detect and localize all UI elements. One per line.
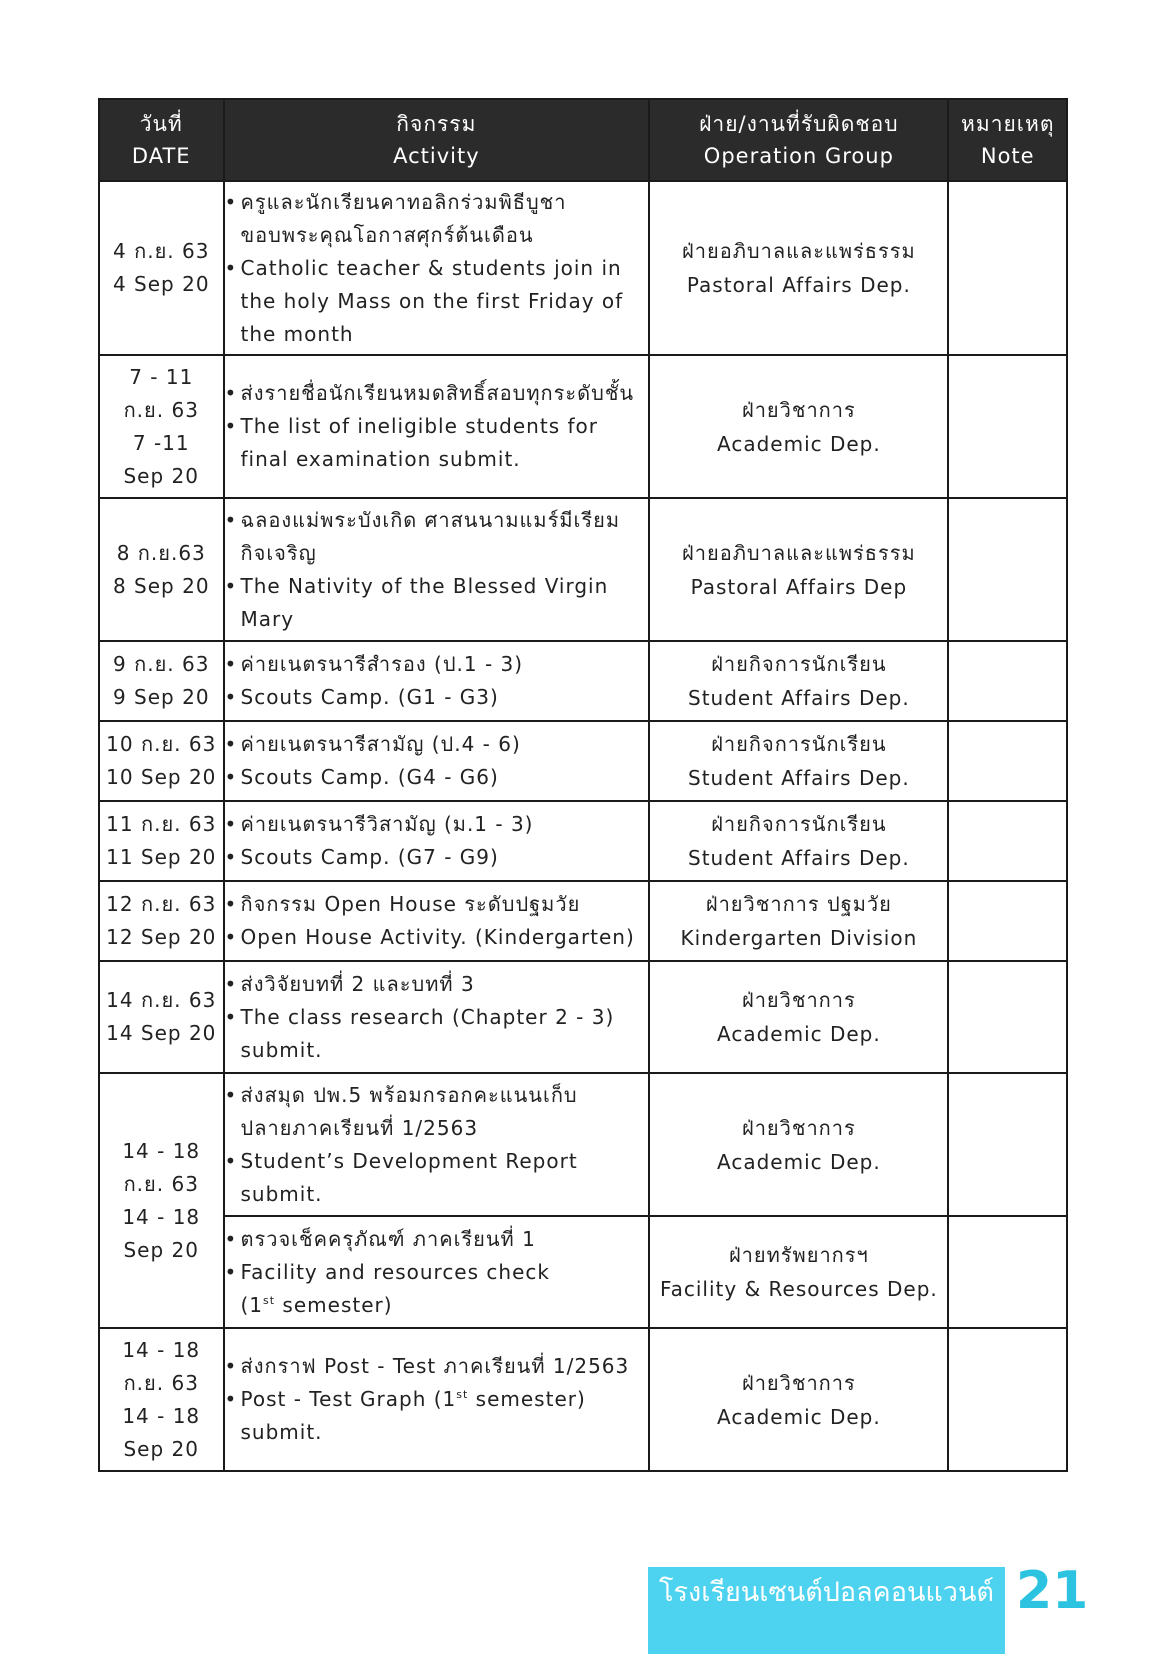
activity-bullet-th: • ค่ายเนตรนารีสำรอง (ป.1 - 3) — [224, 652, 524, 676]
activity-bullet-th: • ส่งรายชื่อนักเรียนหมดสิทธิ์สอบทุกระดับชั้น — [224, 381, 635, 405]
activity-cell — [224, 498, 650, 641]
note-cell — [948, 1073, 1067, 1216]
activity-bullet-th: • ครูและนักเรียนคาทอลิกร่วมพิธีบูชา ขอบพระคุณโอกาสศุกร์ต้นเดือน — [224, 189, 567, 247]
group-cell: ฝ่ายวิชาการ Academic Dep. — [649, 961, 948, 1073]
activity-cell — [224, 961, 650, 1073]
date-cell: 9 ก.ย. 63 9 Sep 20 — [99, 641, 224, 721]
group-cell: ฝ่ายวิชาการ Academic Dep. — [649, 1073, 948, 1216]
table-row — [99, 961, 1067, 1073]
date-cell: 10 ก.ย. 63 10 Sep 20 — [99, 721, 224, 801]
header-date — [99, 99, 224, 181]
group-cell: ฝ่ายวิชาการ Academic Dep. — [649, 355, 948, 498]
group-en: Pastoral Affairs Dep. — [686, 273, 911, 297]
table-row — [99, 1073, 1067, 1216]
table-header-row — [99, 99, 1067, 181]
activity-bullet-en: • Scouts Camp. (G7 - G9) — [224, 845, 499, 869]
activity-bullet-th: • ค่ายเนตรนารีวิสามัญ (ม.1 - 3) — [224, 812, 534, 836]
activity-bullet-th: • กิจกรรม Open House ระดับปฐมวัย — [224, 892, 581, 916]
date-cell — [99, 181, 224, 355]
group-cell: ฝ่ายกิจการนักเรียน Student Affairs Dep. — [649, 801, 948, 881]
header-note-en: Note — [980, 144, 1035, 168]
activity-bullet-th: • ส่งกราฟ Post - Test ภาคเรียนที่ 1/2563 — [224, 1354, 630, 1378]
activity-bullet-en: • Facility and resources check (1st semester) — [224, 1259, 550, 1317]
note-cell — [948, 181, 1067, 355]
header-group — [649, 99, 948, 181]
activity-cell — [224, 181, 650, 355]
activity-cell — [224, 1328, 650, 1471]
note-cell — [948, 498, 1067, 641]
activity-bullet-en: • Scouts Camp. (G1 - G3) — [224, 685, 499, 709]
table-row — [99, 181, 1067, 355]
activity-bullet-en: • Student’s Development Report submit. — [224, 1148, 578, 1206]
table-row — [99, 721, 1067, 801]
activity-cell — [224, 641, 650, 721]
note-cell — [948, 881, 1067, 961]
activity-bullet-th: • ค่ายเนตรนารีสามัญ (ป.4 - 6) — [224, 732, 521, 756]
activity-bullet-th: • ตรวจเช็คครุภัณฑ์ ภาคเรียนที่ 1 — [224, 1226, 536, 1251]
activity-bullet-th: • ส่งสมุด ปพ.5 พร้อมกรอกคะแนนเก็บ ปลายภาคเรียนที่ 1/2563 — [224, 1082, 578, 1140]
date-cell: 14 - 18 ก.ย. 63 14 - 18 Sep 20 — [99, 1328, 224, 1471]
header-activity — [224, 99, 650, 181]
header-activity-th: กิจกรรม — [396, 112, 477, 136]
school-name: โรงเรียนเซนต์ปอลคอนแวนต์ — [659, 1577, 994, 1608]
table-row — [99, 355, 1067, 498]
note-cell — [948, 801, 1067, 881]
activity-cell — [224, 1073, 650, 1216]
table-row — [99, 1328, 1067, 1471]
group-cell: ฝ่ายทรัพยากรฯ Facility & Resources Dep. — [649, 1216, 948, 1328]
note-cell — [948, 641, 1067, 721]
header-date-th: วันที่ — [139, 112, 183, 136]
note-cell — [948, 355, 1067, 498]
date-cell: 11 ก.ย. 63 11 Sep 20 — [99, 801, 224, 881]
activity-bullet-en: • Open House Activity. (Kindergarten) — [224, 925, 635, 949]
activity-bullet-en: • The list of ineligible students for final examination submit. — [224, 414, 598, 471]
activity-bullet-th: • ฉลองแม่พระบังเกิด ศาสนนามแมร์มีเรียม กิจเจริญ — [224, 507, 621, 565]
date-en: 4 Sep 20 — [112, 272, 210, 296]
group-cell: ฝ่ายกิจการนักเรียน Student Affairs Dep. — [649, 641, 948, 721]
group-cell — [649, 181, 948, 355]
table-row — [99, 498, 1067, 641]
header-group-th: ฝ่าย/งานที่รับผิดชอบ — [699, 112, 899, 136]
activity-bullet-en: • Post - Test Graph (1st semester) submit. — [224, 1387, 586, 1444]
activity-cell — [224, 355, 650, 498]
note-cell — [948, 1328, 1067, 1471]
activity-bullet-en: • Catholic teacher & students join in the holy Mass on the first Friday of the month — [224, 255, 624, 346]
group-cell: ฝ่ายอภิบาลและแพร่ธรรม Pastoral Affairs Dep — [649, 498, 948, 641]
header-note-th: หมายเหตุ — [961, 112, 1055, 136]
table-row — [99, 881, 1067, 961]
group-cell: ฝ่ายกิจการนักเรียน Student Affairs Dep. — [649, 721, 948, 801]
group-cell: ฝ่ายวิชาการ Academic Dep. — [649, 1328, 948, 1471]
activity-bullet-en: • Scouts Camp. (G4 - G6) — [224, 765, 499, 789]
table-row — [99, 641, 1067, 721]
table-row — [99, 1216, 1067, 1328]
header-group-en: Operation Group — [703, 144, 894, 168]
group-th: ฝ่ายอภิบาลและแพร่ธรรม — [682, 239, 916, 263]
date-cell: 14 - 18 ก.ย. 63 14 - 18 Sep 20 — [99, 1073, 224, 1328]
date-cell: 12 ก.ย. 63 12 Sep 20 — [99, 881, 224, 961]
note-cell — [948, 1216, 1067, 1328]
activity-bullet-en: • The Nativity of the Blessed Virgin Mary — [224, 573, 609, 631]
school-name-banner — [648, 1567, 1005, 1654]
activity-cell — [224, 801, 650, 881]
header-note — [948, 99, 1067, 181]
table-row — [99, 801, 1067, 881]
header-activity-en: Activity — [393, 144, 480, 168]
note-cell — [948, 721, 1067, 801]
activity-bullet-en: • The class research (Chapter 2 - 3) submit. — [224, 1004, 615, 1062]
activity-cell — [224, 881, 650, 961]
date-cell: 8 ก.ย.63 8 Sep 20 — [99, 498, 224, 641]
note-cell — [948, 961, 1067, 1073]
activity-cell — [224, 721, 650, 801]
activity-bullet-th: • ส่งวิจัยบทที่ 2 และบทที่ 3 — [224, 971, 475, 996]
page-number: 21 — [1016, 1561, 1089, 1621]
date-cell: 14 ก.ย. 63 14 Sep 20 — [99, 961, 224, 1073]
group-cell: ฝ่ายวิชาการ ปฐมวัย Kindergarten Division — [649, 881, 948, 961]
schedule-table — [98, 98, 1068, 1472]
activity-cell — [224, 1216, 650, 1328]
date-th: 4 ก.ย. 63 — [113, 239, 210, 263]
date-cell: 7 - 11 ก.ย. 63 7 -11 Sep 20 — [99, 355, 224, 498]
header-date-en: DATE — [131, 144, 191, 168]
